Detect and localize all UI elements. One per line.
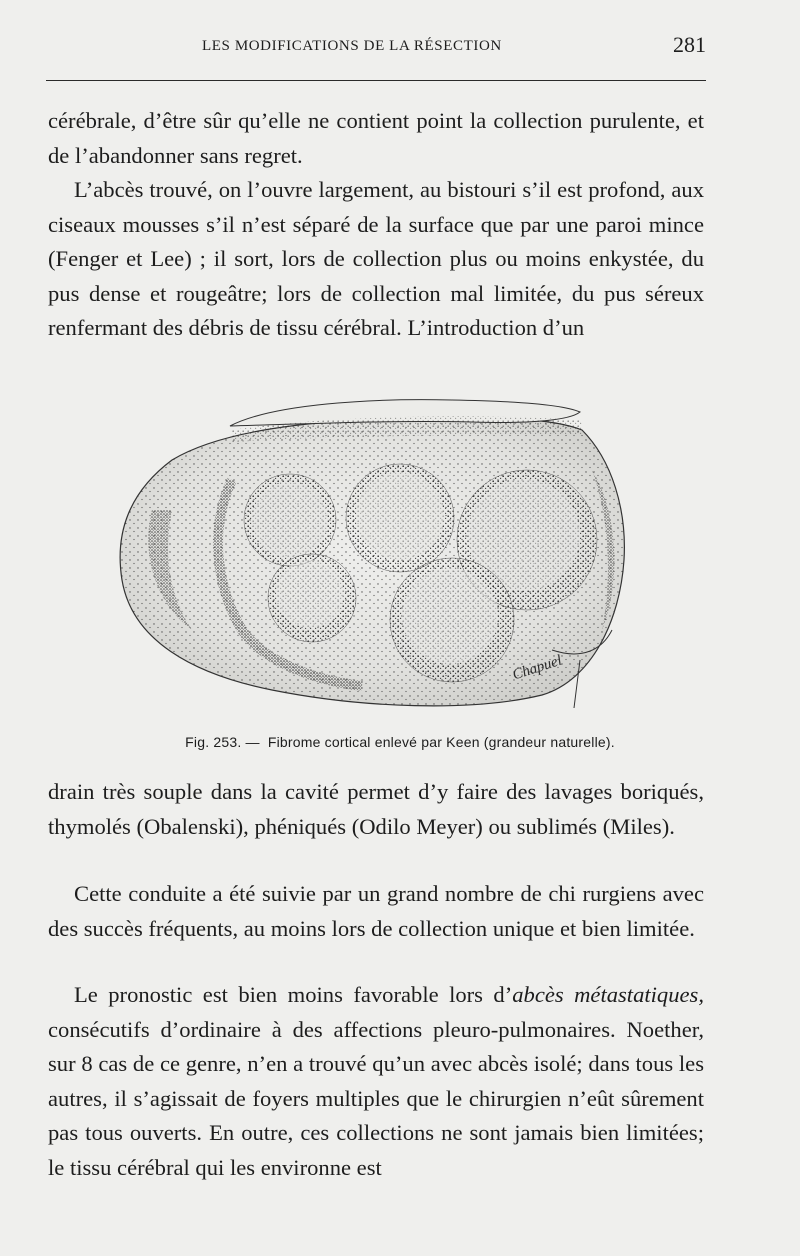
paragraph-5-emphasis: abcès métastatiques, [512, 982, 705, 1007]
header-rule [46, 80, 706, 81]
page-header [46, 32, 710, 66]
paragraph-1: cérébrale, d’être sûr qu’elle ne contient point la collection purulente, et de l’abandonner sans regret. [48, 108, 704, 168]
page-number: 281 [673, 32, 706, 57]
illustrator-signature: Chapuel [510, 652, 564, 684]
paragraph-5 [48, 978, 704, 1186]
figure-caption [0, 734, 800, 750]
paragraph-3: drain très souple dans la cavité permet d’y faire des lavages boriqués, thymolés (Obalenski), phéniqués (Odilo Meyer) ou sublimés (Miles). [48, 779, 704, 839]
paragraph-5-start: Le pronostic est bien moins favorable lors d’ [74, 982, 513, 1007]
paragraph-5-end: consécutifs d’ordinaire à des affections pleuro-pulmonaires. Noether, sur 8 cas de ce genre, n’en a trouvé qu’un avec abcès isolé; dans tous les autres, il s’agissait de foyers multiples que le chirurgien n’eût sûrement pas tous ouverts. En outre, ces collections ne sont jamais bien limitées; le tissu cérébral qui les environne est [48, 1016, 704, 1180]
paragraph-2: L’abcès trouvé, on l’ouvre largement, au bistouri s’il est profond, aux ciseaux mousses s’il n’est séparé de la surface que par une paroi mince (Fenger et Lee) ; il sort, lors de collection plus ou moins enkystée, du pus dense et rougeâtre; lors de collection mal limitée, du pus séreux renfermant des débris de tissu cérébral. L’introduction d’un [48, 177, 704, 341]
caption-label: Fig. 253. — [185, 734, 260, 750]
caption-text: Fibrome cortical enlevé par Keen (grandeur naturelle). [267, 734, 615, 750]
paragraph-4: Cette conduite a été suivie par un grand nombre de chi rurgiens avec des succès fréquents, au moins lors de collection unique et bien limitée. [48, 881, 704, 941]
running-head: LES MODIFICATIONS DE LA RÉSECTION [202, 38, 502, 54]
